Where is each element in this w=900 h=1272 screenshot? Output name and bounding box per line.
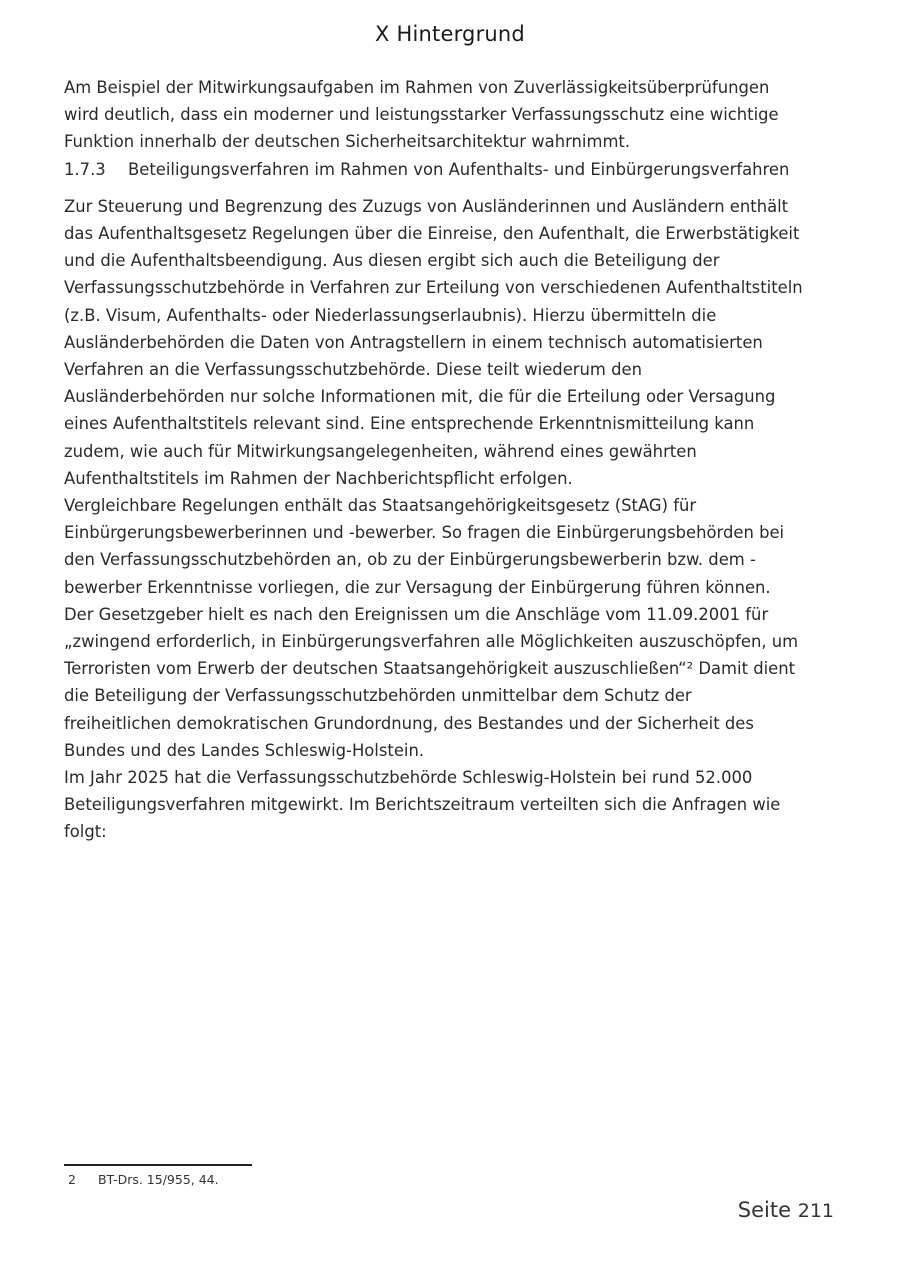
page-number-value: 211 [797, 1200, 834, 1222]
page-number [738, 1198, 834, 1222]
section-number: 1.7.3 [64, 159, 106, 179]
paragraph-staatsangehoerigkeitsgesetz: Vergleichbare Regelungen enthält das Staatsangehörigkeitsgesetz (StAG) für Einbürgerungsbewerberinnen und -bewerber. So fragen die Einbürgerungsbehörden bei den Verfassungsschutzbehörden an, ob zu der Einbürgerungsbewerberin bzw. dem -bewerber Erkenntnisse vorliegen, die zur Versagung der Einbürgerung führen können. Der Gesetzgeber hielt es nach den Ereignissen um die Anschläge vom 11.09.2001 für „zwingend erforderlich, in Einbürgerungsverfahren alle Möglichkeiten auszuschöpfen, um Terroristen vom Erwerb der deutschen Staatsangehörigkeit auszuschließen“² Damit dient die Beteiligung der Verfassungsschutzbehörden unmittelbar dem Schutz der freiheitlichen demokratischen Grundordnung, des Bestandes und der Sicherheit des Bundes und des Landes Schleswig-Holstein. [64, 496, 799, 760]
paragraph-aufenthaltsgesetz: Zur Steuerung und Begrenzung des Zuzugs von Ausländerinnen und Ausländern enthält das Aufenthaltsgesetz Regelungen über die Einreise, den Aufenthalt, die Erwerbstätigkeit und die Aufenthaltsbeendigung. Aus diesen ergibt sich auch die Beteiligung der Verfassungsschutzbehörde in Verfahren zur Erteilung von verschiedenen Aufenthaltstiteln (z.B. Visum, Aufenthalts- oder Niederlassungserlaubnis). Hierzu übermitteln die Ausländerbehörden die Daten von Antragstellern in einem technisch automatisierten Verfahren an die Verfassungsschutzbehörde. Diese teilt wiederum den Ausländerbehörden nur solche Informationen mit, die für die Erteilung oder Versagung eines Aufenthaltstitels relevant sind. Eine entsprechende Erkenntnismitteilung kann zudem, wie auch für Mitwirkungsangelegenheiten, während eines gewährten Aufenthaltstitels im Rahmen der Nachberichtspflicht erfolgen. [64, 196, 803, 488]
section-heading [64, 156, 804, 183]
footnote-number: 2 [68, 1172, 76, 1187]
footnote [68, 1172, 219, 1188]
paragraph-statistik-2025: Im Jahr 2025 hat die Verfassungsschutzbehörde Schleswig-Holstein bei rund 52.000 Beteiligungsverfahren mitgewirkt. Im Berichtszeitraum verteilten sich die Anfragen wie folgt: [64, 768, 781, 842]
paragraph-intro: Am Beispiel der Mitwirkungsaufgaben im Rahmen von Zuverlässigkeitsüberprüfungen wird deutlich, dass ein moderner und leistungsstarker Verfassungsschutz eine wichtige Funktion innerhalb der deutschen Sicherheitsarchitektur wahrnimmt. [64, 78, 779, 152]
page-number-label: Seite [737, 1198, 792, 1222]
footnote-divider [64, 1164, 252, 1166]
document-body [64, 74, 804, 846]
section-title: Beteiligungsverfahren im Rahmen von Aufenthalts- und Einbürgerungsverfahren [128, 159, 790, 179]
page-title: X Hintergrund [375, 22, 525, 46]
footnote-text: BT-Drs. 15/955, 44. [98, 1172, 219, 1187]
